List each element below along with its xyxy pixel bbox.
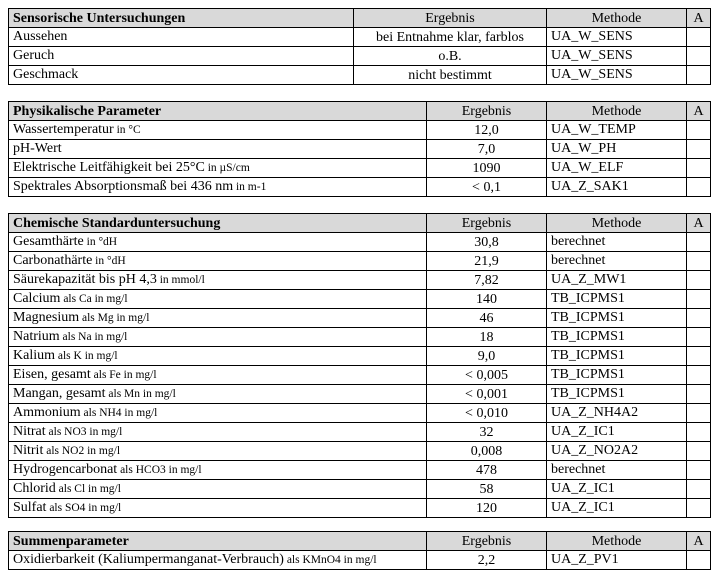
parameter-unit: als Fe in mg/l	[90, 369, 157, 381]
table-row	[9, 309, 711, 328]
method-cell: UA_Z_MW1	[547, 271, 687, 290]
a-cell	[687, 28, 711, 47]
result-cell: < 0,005	[427, 366, 547, 385]
a-cell	[687, 551, 711, 570]
parameter-name: Carbonathärte	[13, 253, 93, 268]
a-cell	[687, 423, 711, 442]
a-column-header: A	[687, 214, 711, 233]
parameter-cell	[9, 178, 427, 197]
parameter-cell	[9, 404, 427, 423]
table-row	[9, 271, 711, 290]
result-column-header: Ergebnis	[427, 214, 547, 233]
a-cell	[687, 309, 711, 328]
section-title: Sensorische Untersuchungen	[9, 9, 354, 28]
a-cell	[687, 140, 711, 159]
result-column-header: Ergebnis	[354, 9, 547, 28]
method-column-header: Methode	[547, 102, 687, 121]
a-cell	[687, 271, 711, 290]
section-header-row	[9, 214, 711, 233]
method-cell: UA_Z_PV1	[547, 551, 687, 570]
parameter-cell	[9, 309, 427, 328]
a-cell	[687, 178, 711, 197]
section-header-row	[9, 102, 711, 121]
table-row	[9, 66, 711, 85]
table-row	[9, 178, 711, 197]
a-cell	[687, 347, 711, 366]
parameter-unit: als K in mg/l	[55, 350, 118, 362]
parameter-cell	[9, 461, 427, 480]
table-physikalische-parameter	[8, 101, 711, 197]
section-header-row	[9, 9, 711, 28]
section-header-row	[9, 532, 711, 551]
a-cell	[687, 366, 711, 385]
parameter-name: Elektrische Leitfähigkeit bei 25°C	[13, 160, 205, 175]
parameter-unit: in µS/cm	[204, 162, 250, 174]
method-cell: berechnet	[547, 252, 687, 271]
table-row	[9, 347, 711, 366]
a-cell	[687, 328, 711, 347]
parameter-unit: als Mn in mg/l	[105, 388, 176, 400]
table-chemische-standarduntersuchung	[8, 213, 711, 518]
result-cell: 2,2	[427, 551, 547, 570]
a-cell	[687, 252, 711, 271]
parameter-cell	[9, 271, 427, 290]
result-column-header: Ergebnis	[427, 532, 547, 551]
method-cell: UA_W_ELF	[547, 159, 687, 178]
table-row	[9, 461, 711, 480]
method-column-header: Methode	[547, 214, 687, 233]
table-row	[9, 328, 711, 347]
method-cell: UA_W_SENS	[547, 66, 687, 85]
parameter-cell	[9, 499, 427, 518]
table-row	[9, 551, 711, 570]
result-cell: 7,82	[427, 271, 547, 290]
parameter-cell	[9, 28, 354, 47]
parameter-name: Säurekapazität bis pH 4,3	[13, 272, 157, 287]
result-cell: 18	[427, 328, 547, 347]
parameter-name: Chlorid	[13, 481, 56, 496]
parameter-name: Nitrat	[13, 424, 46, 439]
parameter-name: Magnesium	[13, 310, 80, 325]
table-row	[9, 366, 711, 385]
method-cell: TB_ICPMS1	[547, 347, 687, 366]
a-cell	[687, 442, 711, 461]
a-cell	[687, 290, 711, 309]
a-column-header: A	[687, 9, 711, 28]
table-row	[9, 233, 711, 252]
result-cell: 58	[427, 480, 547, 499]
section-title: Chemische Standarduntersuchung	[9, 214, 427, 233]
parameter-name: Geruch	[13, 48, 55, 63]
parameter-name: Natrium	[13, 329, 60, 344]
method-cell: UA_W_SENS	[547, 47, 687, 66]
a-cell	[687, 233, 711, 252]
method-cell: UA_Z_SAK1	[547, 178, 687, 197]
parameter-cell	[9, 290, 427, 309]
parameter-cell	[9, 442, 427, 461]
a-cell	[687, 461, 711, 480]
result-cell: 12,0	[427, 121, 547, 140]
parameter-unit: als HCO3 in mg/l	[117, 464, 202, 476]
parameter-cell	[9, 385, 427, 404]
section-title: Summenparameter	[9, 532, 427, 551]
method-cell: UA_Z_IC1	[547, 423, 687, 442]
result-cell: 1090	[427, 159, 547, 178]
parameter-unit: als Cl in mg/l	[55, 483, 121, 495]
table-row	[9, 404, 711, 423]
section-rows	[9, 214, 711, 518]
parameter-cell	[9, 328, 427, 347]
table-row	[9, 159, 711, 178]
parameter-unit: als NO3 in mg/l	[45, 426, 123, 438]
table-row	[9, 442, 711, 461]
method-column-header: Methode	[547, 9, 687, 28]
method-cell: TB_ICPMS1	[547, 385, 687, 404]
method-cell: UA_W_PH	[547, 140, 687, 159]
parameter-unit: in °dH	[83, 236, 118, 248]
method-cell: UA_W_TEMP	[547, 121, 687, 140]
method-cell: UA_W_SENS	[547, 28, 687, 47]
result-cell: 7,0	[427, 140, 547, 159]
result-cell: 32	[427, 423, 547, 442]
parameter-name: Wassertemperatur	[13, 122, 114, 137]
parameter-name: Calcium	[13, 291, 61, 306]
parameter-unit: in °C	[113, 124, 141, 136]
parameter-cell	[9, 47, 354, 66]
method-cell: TB_ICPMS1	[547, 366, 687, 385]
a-cell	[687, 159, 711, 178]
parameter-cell	[9, 159, 427, 178]
a-cell	[687, 499, 711, 518]
method-cell: berechnet	[547, 461, 687, 480]
a-cell	[687, 385, 711, 404]
parameter-unit: in °dH	[92, 255, 126, 267]
parameter-unit: als Na in mg/l	[59, 331, 128, 343]
table-row	[9, 385, 711, 404]
result-cell: 9,0	[427, 347, 547, 366]
a-cell	[687, 121, 711, 140]
result-cell: 0,008	[427, 442, 547, 461]
a-column-header: A	[687, 532, 711, 551]
parameter-cell	[9, 347, 427, 366]
parameter-name: pH-Wert	[13, 141, 62, 156]
section-rows	[9, 102, 711, 197]
table-row	[9, 121, 711, 140]
a-cell	[687, 404, 711, 423]
result-column-header: Ergebnis	[427, 102, 547, 121]
parameter-name: Nitrit	[13, 443, 44, 458]
method-cell: UA_Z_NO2A2	[547, 442, 687, 461]
section-rows	[9, 532, 711, 570]
table-row	[9, 499, 711, 518]
parameter-unit: in m-1	[233, 181, 267, 193]
parameter-unit: als NH4 in mg/l	[80, 407, 158, 419]
section-rows	[9, 9, 711, 85]
parameter-cell	[9, 551, 427, 570]
parameter-name: Mangan, gesamt	[13, 386, 106, 401]
method-column-header: Methode	[547, 532, 687, 551]
parameter-name: Spektrales Absorptionsmaß bei 436 nm	[13, 179, 234, 194]
result-cell: 140	[427, 290, 547, 309]
table-row	[9, 480, 711, 499]
table-row	[9, 47, 711, 66]
result-cell: < 0,010	[427, 404, 547, 423]
method-cell: TB_ICPMS1	[547, 328, 687, 347]
table-sensorische-untersuchungen	[8, 8, 711, 85]
result-cell: < 0,1	[427, 178, 547, 197]
parameter-unit: als Ca in mg/l	[60, 293, 128, 305]
parameter-name: Geschmack	[13, 67, 79, 82]
parameter-cell	[9, 66, 354, 85]
parameter-unit: als NO2 in mg/l	[43, 445, 121, 457]
method-cell: UA_Z_IC1	[547, 499, 687, 518]
parameter-unit: als Mg in mg/l	[79, 312, 150, 324]
a-column-header: A	[687, 102, 711, 121]
method-cell: UA_Z_IC1	[547, 480, 687, 499]
table-row	[9, 290, 711, 309]
table-row	[9, 140, 711, 159]
result-cell: bei Entnahme klar, farblos	[354, 28, 547, 47]
result-cell: 21,9	[427, 252, 547, 271]
parameter-name: Oxidierbarkeit (Kaliumpermanganat-Verbrauch)	[13, 552, 284, 567]
a-cell	[687, 480, 711, 499]
result-cell: 30,8	[427, 233, 547, 252]
method-cell: berechnet	[547, 233, 687, 252]
parameter-cell	[9, 480, 427, 499]
parameter-cell	[9, 366, 427, 385]
table-row	[9, 252, 711, 271]
parameter-cell	[9, 121, 427, 140]
parameter-cell	[9, 252, 427, 271]
a-cell	[687, 47, 711, 66]
table-summenparameter	[8, 531, 711, 570]
table-row	[9, 423, 711, 442]
parameter-name: Kalium	[13, 348, 55, 363]
parameter-cell	[9, 423, 427, 442]
result-cell: < 0,001	[427, 385, 547, 404]
a-cell	[687, 66, 711, 85]
parameter-name: Sulfat	[13, 500, 47, 515]
parameter-cell	[9, 140, 427, 159]
parameter-unit: als SO4 in mg/l	[46, 502, 122, 514]
parameter-name: Eisen, gesamt	[13, 367, 91, 382]
parameter-unit: in mmol/l	[156, 274, 205, 286]
result-cell: 46	[427, 309, 547, 328]
result-cell: nicht bestimmt	[354, 66, 547, 85]
parameter-name: Gesamthärte	[13, 234, 84, 249]
parameter-unit: als KMnO4 in mg/l	[283, 554, 377, 566]
result-cell: o.B.	[354, 47, 547, 66]
parameter-cell	[9, 233, 427, 252]
result-cell: 120	[427, 499, 547, 518]
method-cell: TB_ICPMS1	[547, 290, 687, 309]
result-cell: 478	[427, 461, 547, 480]
method-cell: TB_ICPMS1	[547, 309, 687, 328]
table-row	[9, 28, 711, 47]
parameter-name: Ammonium	[13, 405, 81, 420]
method-cell: UA_Z_NH4A2	[547, 404, 687, 423]
parameter-name: Aussehen	[13, 29, 68, 44]
parameter-name: Hydrogencarbonat	[13, 462, 118, 477]
section-title: Physikalische Parameter	[9, 102, 427, 121]
